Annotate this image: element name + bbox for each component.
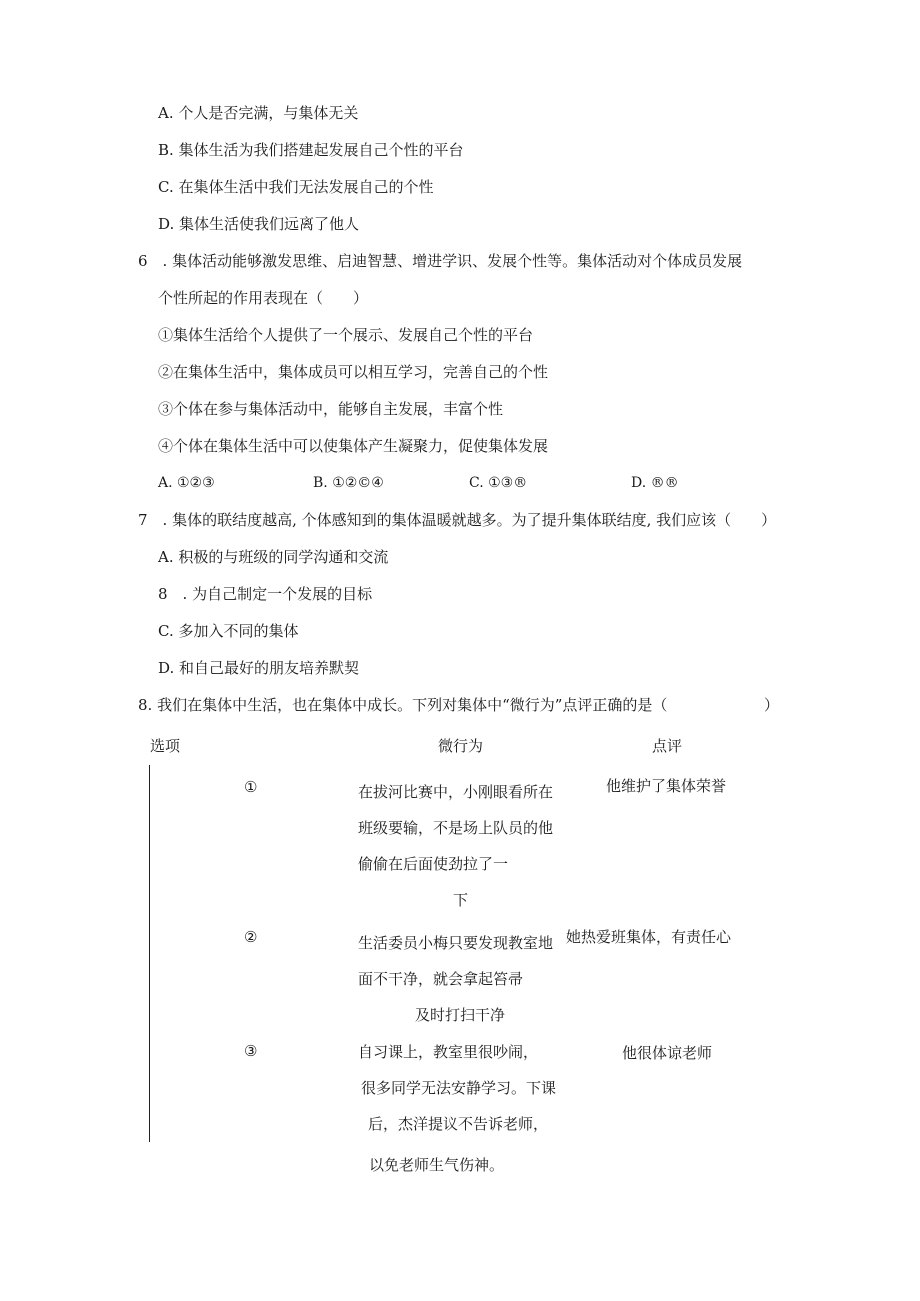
row-1-behavior-line: 偷偷在后面使劲拉了一 (358, 855, 509, 873)
row-1-option: ① (244, 778, 258, 796)
row-1-behavior-line: 班级要输，不是场上队员的他 (358, 819, 554, 837)
row-3-comment: 他很体谅老师 (622, 1044, 713, 1062)
row-2-comment: 她热爱班集体，有责任心 (566, 928, 732, 946)
row-2-behavior-line: 及时打扫干净 (415, 1006, 506, 1024)
q7-option-c: C. 多加入不同的集体 (158, 622, 299, 640)
row-3-behavior-line: 以免老师生气伤神。 (369, 1156, 505, 1174)
q7-option-b: 8 . 为自己制定一个发展的目标 (158, 585, 373, 603)
row-2-behavior-line: 面不干净，就会拿起笞帚 (358, 970, 524, 988)
q6-statement-1: ①集体生活给个人提供了一个展示、发展自己个性的平台 (158, 326, 534, 344)
q6-statement-2: ②在集体生活中，集体成员可以相互学习，完善自己的个性 (158, 363, 549, 381)
row-3-behavior-line: 自习课上，教室里很吵闹， (358, 1043, 539, 1061)
q5-option-c: C. 在集体生活中我们无法发展自己的个性 (158, 178, 434, 196)
q8-paren-close: ） (764, 696, 780, 714)
table-left-border (149, 765, 150, 1142)
q5-option-a: A. 个人是否完满，与集体无关 (158, 104, 359, 122)
q6-option-a: A. ①②③ (158, 475, 215, 491)
q6-statement-3: ③个体在参与集体活动中，能够自主发展，丰富个性 (158, 400, 504, 418)
row-3-behavior-line: 后，杰洋提议不告诉老师， (368, 1115, 549, 1133)
q5-option-d: D. 集体生活使我们远离了他人 (158, 215, 360, 233)
row-1-behavior-line: 下 (453, 891, 469, 909)
q8-stem: 8. 我们在集体中生活，也在集体中成长。下列对集体中“微行为”点评正确的是（ (138, 696, 668, 714)
q6-option-b: B. ①②©④ (313, 475, 384, 491)
q7-stem: 7 . 集体的联结度越高, 个体感知到的集体温暖就越多。为了提升集体联结度, 我们应该（ ） (138, 511, 777, 529)
q6-stem-line-2: 个性所起的作用表现在（ ） (158, 289, 369, 307)
q5-option-b: B. 集体生活为我们搭建起发展自己个性的平台 (158, 141, 464, 159)
q7-option-a: A. 积极的与班级的同学沟通和交流 (158, 548, 389, 566)
q6-option-c: C. ①③® (469, 475, 528, 491)
q6-stem-line-1: 6 . 集体活动能够激发思维、启迪智慧、增进学识、发展个性等。集体活动对个体成员发展 (138, 252, 743, 270)
table-header-option: 选项 (150, 737, 181, 755)
row-3-option: ③ (244, 1042, 258, 1060)
q7-option-d: D. 和自己最好的朋友培养默契 (158, 659, 360, 677)
table-header-comment: 点评 (652, 737, 683, 755)
table-header-behavior: 微行为 (438, 737, 484, 755)
row-2-option: ② (244, 928, 258, 946)
row-1-comment: 他维护了集体荣誉 (606, 777, 727, 795)
row-3-behavior-line: 很多同学无法安静学习。下课 (361, 1079, 557, 1097)
row-1-behavior-line: 在拔河比赛中，小刚眼看所在 (358, 783, 554, 801)
q6-statement-4: ④个体在集体生活中可以使集体产生凝聚力，促使集体发展 (158, 437, 549, 455)
q6-option-d: D. ®® (631, 475, 679, 491)
row-2-behavior-line: 生活委员小梅只要发现教室地 (358, 934, 554, 952)
